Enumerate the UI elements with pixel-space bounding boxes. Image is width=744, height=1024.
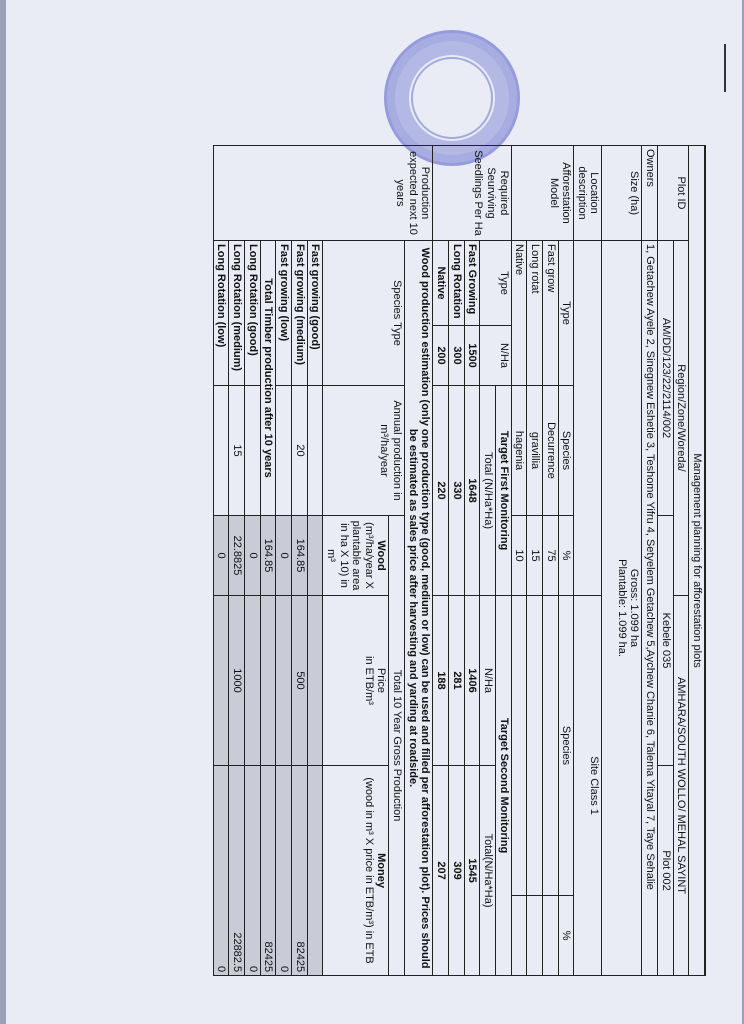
first-monitoring-header: Target First Monitoring	[495, 386, 511, 596]
seed-second-nha: 188	[433, 596, 449, 766]
seedlings-label: Required Seurviving Seedlings Per Ha	[433, 146, 511, 241]
prod-total-price	[260, 596, 276, 766]
model-percent: 15	[527, 516, 543, 596]
prod-annual	[213, 386, 229, 516]
model-percent: 10	[511, 516, 527, 596]
price-title: Price	[375, 667, 388, 694]
first-total-header: Total (N/Ha*Ha)	[480, 386, 496, 596]
stamp-seal	[411, 57, 493, 139]
prod-total-label: Total Timber production after 10 years	[260, 241, 276, 516]
seed-nha: 300	[449, 326, 465, 386]
seed-nha: 200	[433, 326, 449, 386]
model-type: Long rotat	[527, 241, 543, 386]
location-label: Location description	[574, 146, 602, 241]
seed-nha-header: N/Ha	[480, 326, 511, 386]
prod-wood: 164.85	[291, 516, 307, 596]
model-label: Afforestation Model	[511, 146, 574, 241]
model-percent-header: %	[558, 516, 574, 596]
gross-area: Gross: 1.099 ha	[628, 568, 641, 648]
prod-money	[307, 766, 323, 976]
prod-money: 82425	[291, 766, 307, 976]
prod-annual: 15	[229, 386, 245, 516]
prod-money: 0	[276, 766, 292, 976]
model-species2-header: Species	[558, 596, 574, 896]
prod-annual	[245, 386, 261, 516]
seed-type: Native	[433, 241, 449, 326]
model-type: Native	[511, 241, 527, 386]
prod-price	[276, 596, 292, 766]
owners-label: Owners	[642, 146, 658, 241]
seed-first-total: 330	[449, 386, 465, 596]
second-nha-header: N/Ha	[480, 596, 496, 766]
prod-price	[245, 596, 261, 766]
plot-number: Plot 002	[658, 766, 674, 976]
seed-second-total: 207	[433, 766, 449, 976]
document-page	[6, 0, 742, 1024]
prod-species-type: Long Rotation (medium)	[229, 241, 245, 386]
seed-type: Fast Growing	[464, 241, 480, 326]
model-percent2-header: %	[558, 896, 574, 976]
model-species-header: Species	[558, 386, 574, 516]
prod-wood: 0	[245, 516, 261, 596]
money-formula: (wood in m³ X price in ETB/m³) in ETB	[362, 777, 375, 964]
region-label: Region/Zone/Woreda/	[673, 241, 689, 596]
wood-header	[323, 516, 389, 596]
species-type-header: Species Type	[323, 241, 405, 386]
prod-annual: 20	[291, 386, 307, 516]
money-header	[323, 766, 389, 976]
prod-wood: 0	[213, 516, 229, 596]
management-plan-table	[213, 145, 706, 976]
seed-first-total: 1648	[464, 386, 480, 596]
model-type-header: Type	[558, 241, 574, 386]
model-percent: 75	[542, 516, 558, 596]
prod-money: 22882.5	[229, 766, 245, 976]
form-title: Management planning for afforestation plots	[689, 146, 705, 976]
prod-wood: 22.8825	[229, 516, 245, 596]
model-species: hagenia	[511, 386, 527, 516]
plot-code: AM/DD/123/22/2114/002	[658, 241, 674, 516]
wood-title: Wood	[375, 540, 388, 571]
price-header	[323, 596, 389, 766]
prod-price: 500	[291, 596, 307, 766]
wood-formula: (m³/ha/year X plantable area in ha X 10) in m³	[324, 520, 375, 591]
prod-species-type: Fast growing (good)	[307, 241, 323, 386]
seed-second-nha: 1406	[464, 596, 480, 766]
production-note: Wood production estimation (only one production type (good, medium or low) can be used and filled per afforestation plot). Prices should be estimated as sales price after harvesting and yarding at roadside.	[405, 241, 433, 976]
seed-nha: 1500	[464, 326, 480, 386]
site-class: Site Class 1	[574, 596, 602, 976]
prod-annual	[276, 386, 292, 516]
production-label: Production expected next 10 years	[213, 146, 433, 241]
kebele: Kebele 035	[658, 516, 674, 766]
edge-mark	[724, 44, 726, 92]
seed-first-total: 220	[433, 386, 449, 596]
plantable-area: Plantable: 1.099 ha.	[615, 559, 628, 657]
money-title: Money	[375, 853, 388, 888]
prod-total-wood: 164.85	[260, 516, 276, 596]
second-monitoring-header: Target Second Monitoring	[495, 596, 511, 976]
annual-production-header: Annual production in m³/ha/year	[323, 386, 405, 516]
prod-species-type: Long Rotation (low)	[213, 241, 229, 386]
prod-annual	[307, 386, 323, 516]
size-values	[602, 241, 642, 976]
prod-species-type: Fast growing (medium)	[291, 241, 307, 386]
prod-price: 1000	[229, 596, 245, 766]
seed-second-nha: 281	[449, 596, 465, 766]
prod-species-type: Long Rotation (good)	[245, 241, 261, 386]
prod-price	[213, 596, 229, 766]
model-species: Decurrence	[542, 386, 558, 516]
seed-type-header: Type	[480, 241, 511, 326]
owners-value: 1, Getachew Ayele 2, Sinegnew Eshetie 3, Teshome Yifru 4, Setyelem Getachew 5,Aychew Chanie 6, Talema Yitayal 7, Taye Sehalie	[642, 241, 658, 976]
prod-species-type: Fast growing (low)	[276, 241, 292, 386]
prod-money: 0	[245, 766, 261, 976]
model-type: Fast grow	[542, 241, 558, 386]
prod-total-money: 82425	[260, 766, 276, 976]
total-10yr-header: Total 10 Year Gross Production	[389, 516, 405, 976]
seed-type: Long Rotation	[449, 241, 465, 326]
seed-second-total: 309	[449, 766, 465, 976]
price-unit: in ETB/m³	[362, 656, 375, 705]
prod-money: 0	[213, 766, 229, 976]
model-species: gravillia	[527, 386, 543, 516]
seed-second-total: 1545	[464, 766, 480, 976]
rotated-form	[106, 145, 706, 975]
location-value	[574, 241, 602, 596]
size-label: Size (ha)	[602, 146, 642, 241]
prod-wood: 0	[276, 516, 292, 596]
prod-price	[307, 596, 323, 766]
region-value: AMHARA/SOUTH WOLLO/ MEHAL SAYINT	[673, 596, 689, 976]
prod-wood	[307, 516, 323, 596]
plot-id-label: Plot ID	[658, 146, 689, 241]
second-total-header: Total(N/Ha*Ha)	[480, 766, 496, 976]
